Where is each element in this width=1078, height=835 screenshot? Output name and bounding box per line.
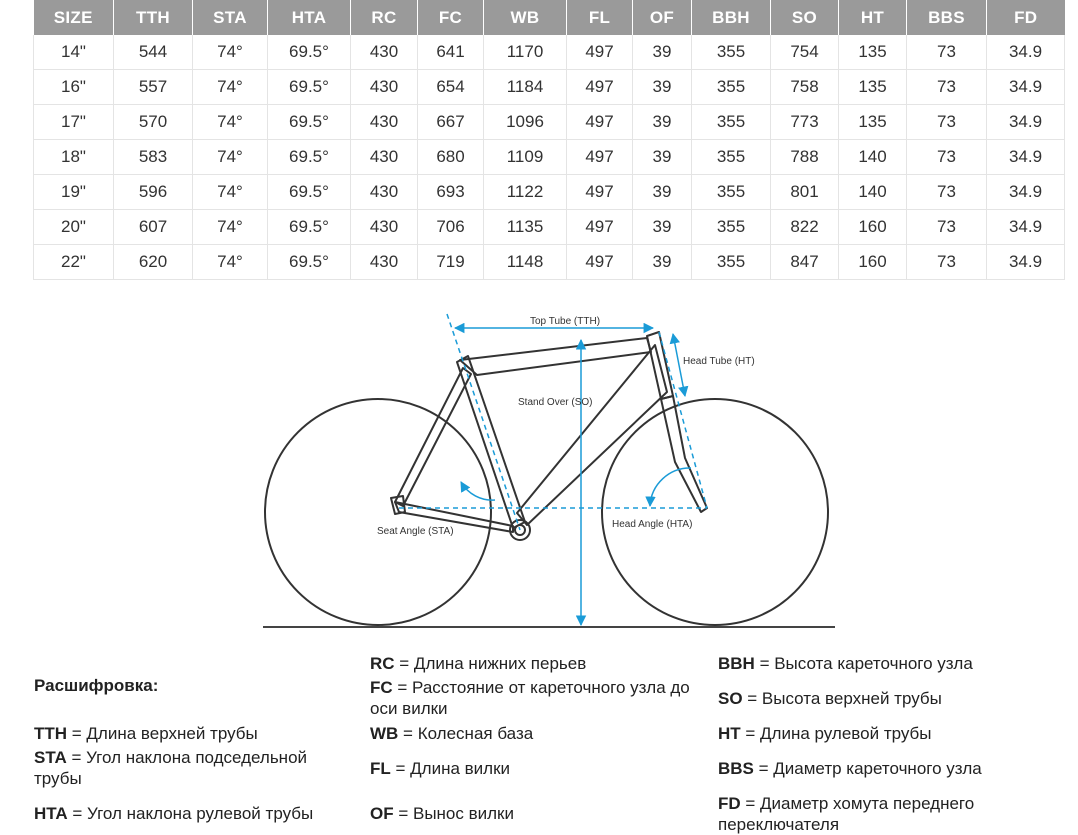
- table-cell: 22": [34, 245, 114, 280]
- table-cell: 69.5°: [268, 245, 351, 280]
- label-seat-angle: Seat Angle (STA): [377, 526, 454, 537]
- table-cell: 1096: [484, 105, 567, 140]
- table-cell: 39: [633, 70, 692, 105]
- legend-text: = Высота верхней трубы: [742, 689, 942, 708]
- table-cell: 801: [771, 175, 839, 210]
- table-cell: 73: [907, 175, 987, 210]
- table-cell: 160: [839, 210, 907, 245]
- table-cell: 34.9: [987, 140, 1065, 175]
- table-cell: 355: [692, 105, 771, 140]
- legend-abbr: HT: [718, 724, 741, 743]
- table-cell: 69.5°: [268, 140, 351, 175]
- table-body: [34, 35, 1065, 280]
- legend-abbr: OF: [370, 804, 394, 823]
- legend-so: [718, 688, 1048, 709]
- legend-bbh: [718, 653, 1048, 674]
- legend-abbr: FD: [718, 794, 741, 813]
- col-fd: FD: [987, 0, 1065, 35]
- table-row: [34, 35, 1065, 70]
- col-fl: FL: [567, 0, 633, 35]
- table-cell: 39: [633, 210, 692, 245]
- legend-text: = Колесная база: [398, 724, 534, 743]
- table-cell: 583: [114, 140, 193, 175]
- table-cell: 497: [567, 140, 633, 175]
- table-cell: 667: [418, 105, 484, 140]
- legend-abbr: HTA: [34, 804, 68, 823]
- col-rc: RC: [351, 0, 418, 35]
- legend-bbs: [718, 758, 1048, 779]
- col-bbh: BBH: [692, 0, 771, 35]
- col-bbs: BBS: [907, 0, 987, 35]
- table-cell: 160: [839, 245, 907, 280]
- table-cell: 1135: [484, 210, 567, 245]
- legend-fc: [370, 677, 710, 719]
- legend-abbr: FC: [370, 678, 393, 697]
- table-cell: 680: [418, 140, 484, 175]
- table-cell: 34.9: [987, 175, 1065, 210]
- col-fc: FC: [418, 0, 484, 35]
- table-cell: 69.5°: [268, 175, 351, 210]
- table-cell: 73: [907, 210, 987, 245]
- table-cell: 355: [692, 35, 771, 70]
- table-cell: 34.9: [987, 70, 1065, 105]
- legend-rc: [370, 653, 710, 674]
- table-row: [34, 105, 1065, 140]
- table-cell: 74°: [193, 70, 268, 105]
- label-stand-over: Stand Over (SO): [518, 397, 593, 408]
- table-cell: 430: [351, 175, 418, 210]
- col-hta: HTA: [268, 0, 351, 35]
- header-row: [34, 0, 1065, 35]
- table-row: [34, 70, 1065, 105]
- table-cell: 1184: [484, 70, 567, 105]
- table-cell: 544: [114, 35, 193, 70]
- table-cell: 570: [114, 105, 193, 140]
- table-cell: 355: [692, 245, 771, 280]
- table-header: [34, 0, 1065, 35]
- table-cell: 641: [418, 35, 484, 70]
- table-cell: 355: [692, 175, 771, 210]
- legend-sta: [34, 747, 354, 789]
- table-cell: 607: [114, 210, 193, 245]
- legend-abbr: FL: [370, 759, 391, 778]
- table-row: [34, 245, 1065, 280]
- col-size: SIZE: [34, 0, 114, 35]
- table-cell: 430: [351, 35, 418, 70]
- table-cell: 69.5°: [268, 210, 351, 245]
- table-cell: 18": [34, 140, 114, 175]
- table-cell: 69.5°: [268, 105, 351, 140]
- legend-ht: [718, 723, 1048, 744]
- table-cell: 34.9: [987, 245, 1065, 280]
- legend-of: [370, 803, 710, 824]
- legend-abbr: BBS: [718, 759, 754, 778]
- table-cell: 1170: [484, 35, 567, 70]
- legend-fd: [718, 793, 1048, 835]
- table-cell: 1148: [484, 245, 567, 280]
- legend-text: = Угол наклона рулевой трубы: [67, 804, 314, 823]
- table-cell: 693: [418, 175, 484, 210]
- legend-text: = Длина вилки: [390, 759, 511, 778]
- table-cell: 355: [692, 210, 771, 245]
- table-cell: 497: [567, 70, 633, 105]
- table-cell: 20": [34, 210, 114, 245]
- legend-wb: [370, 723, 710, 744]
- table-cell: 355: [692, 70, 771, 105]
- table-cell: 430: [351, 245, 418, 280]
- table-cell: 17": [34, 105, 114, 140]
- table-cell: 73: [907, 70, 987, 105]
- table-cell: 135: [839, 35, 907, 70]
- legend-abbr: STA: [34, 748, 67, 767]
- table-cell: 620: [114, 245, 193, 280]
- col-ht: HT: [839, 0, 907, 35]
- legend-tth: [34, 723, 354, 744]
- table-cell: 74°: [193, 210, 268, 245]
- legend-abbr: RC: [370, 654, 395, 673]
- table-cell: 497: [567, 245, 633, 280]
- table-row: [34, 175, 1065, 210]
- table-cell: 74°: [193, 35, 268, 70]
- table-cell: 16": [34, 70, 114, 105]
- table-cell: 34.9: [987, 105, 1065, 140]
- table-cell: 39: [633, 175, 692, 210]
- table-cell: 355: [692, 140, 771, 175]
- table-cell: 39: [633, 105, 692, 140]
- legend-text: = Вынос вилки: [393, 804, 514, 823]
- col-sta: STA: [193, 0, 268, 35]
- table-cell: 74°: [193, 105, 268, 140]
- table-cell: 654: [418, 70, 484, 105]
- table-cell: 596: [114, 175, 193, 210]
- table-cell: 497: [567, 175, 633, 210]
- table-cell: 39: [633, 35, 692, 70]
- table-cell: 788: [771, 140, 839, 175]
- table-cell: 39: [633, 140, 692, 175]
- label-head-angle: Head Angle (HTA): [612, 519, 693, 530]
- table-cell: 74°: [193, 175, 268, 210]
- table-cell: 73: [907, 245, 987, 280]
- geometry-table: [33, 0, 1065, 280]
- legend-abbr: BBH: [718, 654, 755, 673]
- table-cell: 706: [418, 210, 484, 245]
- table-cell: 822: [771, 210, 839, 245]
- legend-hta: [34, 803, 354, 824]
- table-cell: 19": [34, 175, 114, 210]
- legend-abbr: SO: [718, 689, 743, 708]
- table-cell: 847: [771, 245, 839, 280]
- legend-text: = Длина нижних перьев: [394, 654, 587, 673]
- legend-abbr: WB: [370, 724, 399, 743]
- table-cell: 773: [771, 105, 839, 140]
- legend-text: = Диаметр кареточного узла: [753, 759, 982, 778]
- table-cell: 497: [567, 35, 633, 70]
- legend-fl: [370, 758, 710, 779]
- rear-wheel: [265, 399, 491, 625]
- table-cell: 430: [351, 140, 418, 175]
- table-cell: 497: [567, 210, 633, 245]
- table-cell: 497: [567, 105, 633, 140]
- legend-text: = Расстояние от кареточного узла до оси вилки: [370, 678, 690, 718]
- table-cell: 34.9: [987, 35, 1065, 70]
- label-head-tube: Head Tube (HT): [683, 356, 755, 367]
- legend-title: Расшифровка:: [34, 676, 159, 695]
- table-cell: 1109: [484, 140, 567, 175]
- table-cell: 557: [114, 70, 193, 105]
- legend-text: = Высота кареточного узла: [754, 654, 973, 673]
- label-top-tube: Top Tube (TTH): [530, 316, 601, 327]
- table-cell: 73: [907, 35, 987, 70]
- table-cell: 14": [34, 35, 114, 70]
- front-wheel: [602, 399, 828, 625]
- table-cell: 69.5°: [268, 35, 351, 70]
- table-cell: 430: [351, 70, 418, 105]
- table-cell: 74°: [193, 140, 268, 175]
- legend-text: = Длина рулевой трубы: [740, 724, 932, 743]
- table-cell: 140: [839, 175, 907, 210]
- bike-frame: [391, 332, 707, 540]
- col-tth: TTH: [114, 0, 193, 35]
- table-cell: 135: [839, 70, 907, 105]
- table-cell: 69.5°: [268, 70, 351, 105]
- table-cell: 719: [418, 245, 484, 280]
- legend-text: = Угол наклона подседельной трубы: [34, 748, 308, 788]
- col-wb: WB: [484, 0, 567, 35]
- table-cell: 135: [839, 105, 907, 140]
- bike-geometry-diagram: [255, 300, 845, 640]
- table-row: [34, 140, 1065, 175]
- table-cell: 140: [839, 140, 907, 175]
- table-cell: 74°: [193, 245, 268, 280]
- legend-text: = Длина верхней трубы: [67, 724, 258, 743]
- legend-text: = Диаметр хомута переднего переключателя: [718, 794, 975, 834]
- table-cell: 73: [907, 140, 987, 175]
- col-so: SO: [771, 0, 839, 35]
- table-cell: 39: [633, 245, 692, 280]
- table-cell: 430: [351, 210, 418, 245]
- table-cell: 754: [771, 35, 839, 70]
- table-cell: 34.9: [987, 210, 1065, 245]
- table-cell: 758: [771, 70, 839, 105]
- table-row: [34, 210, 1065, 245]
- col-of: OF: [633, 0, 692, 35]
- table-cell: 430: [351, 105, 418, 140]
- table-cell: 73: [907, 105, 987, 140]
- table-cell: 1122: [484, 175, 567, 210]
- legend-abbr: TTH: [34, 724, 68, 743]
